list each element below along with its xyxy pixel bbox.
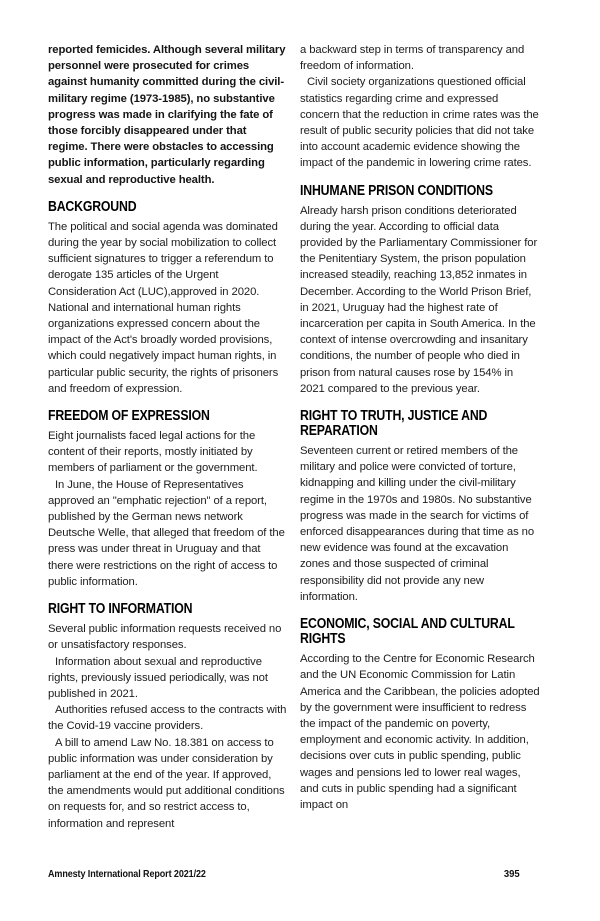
paragraph: reported femicides. Although several military personnel were prosecuted for crimes against humanity committed during the civil-military regime (1973-1985), no substantive progress was made in clarifying the fate of those forcibly disappeared under that regime. There were obstacles to accessing public information, particularly regarding sexual and reproductive health. bbox=[48, 44, 286, 186]
paragraph: Eight journalists faced legal actions for the content of their reports, mostly initiated by members of parliament or the government. bbox=[48, 430, 258, 475]
paragraph: A bill to amend Law No. 18.381 on access to public information was under consideration by parliament at the end of the year. If approved, the amendments would put additional conditions on requests for, and so restrict access to, information and represent bbox=[48, 736, 285, 830]
section-heading: ECONOMIC, SOCIAL AND CULTURAL RIGHTS bbox=[300, 616, 515, 648]
paragraph: The political and social agenda was dominated during the year by social mobilization to collect sufficient signatures to trigger a referendum to derogate 135 articles of the Urgent Consideration Act (LUC),approved in 2020. National and international human rights organizations expressed concern about the impact of the Act's broadly worded provisions, which could negatively impact human rights, in particular public security, the rights of prisoners and freedom of expression. bbox=[48, 220, 279, 395]
paragraph: Several public information requests received no or unsatisfactory responses. bbox=[48, 623, 282, 652]
section-heading: INHUMANE PRISON CONDITIONS bbox=[300, 182, 493, 199]
page-footer bbox=[48, 869, 520, 880]
paragraph: Already harsh prison conditions deteriorated during the year. According to official data provided by the Parliamentary Commissioner for the Penitentiary System, the prison population increased steadily, reaching 13,852 inmates in December. According to the World Prison Brief, in 2021, Uruguay had the highest rate of incarceration per capita in South America. In the context of intense overcrowding and insanitary conditions, the number of people who died in prison from natural causes rose by 154% in 2021 compared to the previous year. bbox=[300, 204, 538, 395]
footer-page-number: 395 bbox=[504, 869, 520, 880]
left-column bbox=[48, 42, 288, 832]
footer-report-title: Amnesty International Report 2021/22 bbox=[48, 869, 206, 880]
section-heading: FREEDOM OF EXPRESSION bbox=[48, 408, 210, 425]
right-column bbox=[300, 42, 540, 832]
paragraph: In June, the House of Representatives approved an "emphatic rejection" of a report, published by the German news network Deutsche Welle, that alleged that freedom of the press was under threat in Uruguay and that there were restrictions on the right of access to public information. bbox=[48, 478, 285, 588]
section-heading: RIGHT TO TRUTH, JUSTICE AND REPARATION bbox=[300, 408, 488, 440]
paragraph: a backward step in terms of transparency and freedom of information. bbox=[300, 44, 525, 73]
paragraph: Information about sexual and reproductive rights, previously issued periodically, was not published in 2021. bbox=[48, 655, 268, 700]
section-heading: RIGHT TO INFORMATION bbox=[48, 601, 193, 618]
two-column-layout bbox=[48, 42, 540, 832]
section-heading: BACKGROUND bbox=[48, 198, 137, 215]
paragraph: Seventeen current or retired members of the military and police were convicted of torture, kidnapping and killing under the civil-military regime in the 1970s and 1980s. No substantive progress was made in the search for victims of enforced disappearances during that time as no new evidence was found at the excavation zones and those suspected of criminal responsibility did not provide any new information. bbox=[300, 445, 535, 603]
paragraph: Authorities refused access to the contracts with the Covid-19 vaccine providers. bbox=[48, 704, 287, 733]
paragraph: According to the Centre for Economic Research and the UN Economic Commission for Latin America and the Caribbean, the policies adopted by the government were insufficient to redress the impact of the pandemic on poverty, employment and economic activity. In addition, decisions over cuts in public spending, public wages and pensions led to lower real wages, and cuts in public spending had a significant impact on bbox=[300, 653, 540, 811]
paragraph: Civil society organizations questioned official statistics regarding crime and expressed concern that the reduction in crime rates was the result of public security policies that did not take into account academic evidence showing the impact of the pandemic in lowering crime rates. bbox=[300, 76, 539, 170]
